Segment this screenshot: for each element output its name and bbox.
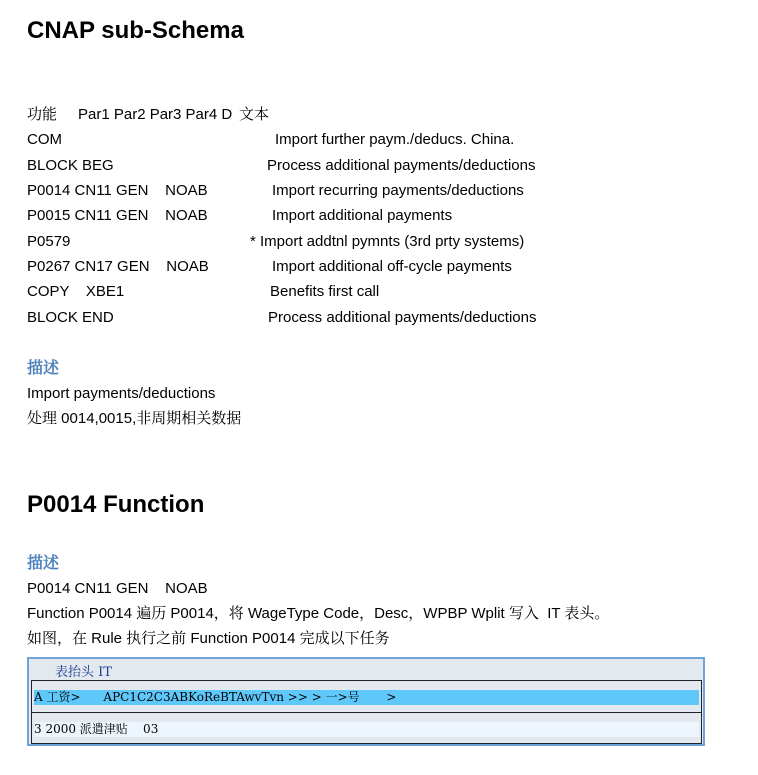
description-line: Function P0014 遍历 P0014，将 WageType Code，Desc，WPBP Wplit 写入 IT 表头。 <box>27 605 610 622</box>
row-desc: Import further paym./deducs. China. <box>275 131 515 148</box>
row-desc: Benefits first call <box>270 283 380 300</box>
description-line: 处理 0014,0015,非周期相关数据 <box>27 410 242 427</box>
screenshot-row-box <box>31 680 702 713</box>
row-desc: Import additional off-cycle payments <box>272 258 512 275</box>
col-header-params: Par1 Par2 Par3 Par4 D <box>78 106 233 123</box>
row-desc: Import recurring payments/deductions <box>272 182 524 199</box>
description-heading: 描述 <box>27 555 60 572</box>
col-header-text: 文本 <box>239 106 270 123</box>
row-desc: * Import addtnl pymnts (3rd prty systems) <box>250 233 525 250</box>
row-code: BLOCK BEG <box>27 157 114 174</box>
row-code: P0579 <box>27 233 71 250</box>
row-desc: Import additional payments <box>272 207 453 224</box>
screenshot-row: 3 2000 派遣津贴 03 <box>34 722 699 737</box>
screenshot-header: 表抬头 IT <box>55 665 112 680</box>
row-desc: Process additional payments/deductions <box>267 157 536 174</box>
screenshot-row-highlight: A 工资> APC1C2C3ABKoReBTAwvTvn >> > 一>号 > <box>34 690 699 705</box>
row-code: COPY XBE1 <box>27 283 125 300</box>
description-line: P0014 CN11 GEN NOAB <box>27 580 208 597</box>
row-desc: Process additional payments/deductions <box>268 309 537 326</box>
screenshot-row-box <box>31 712 702 744</box>
row-code: P0014 CN11 GEN NOAB <box>27 182 208 199</box>
row-code: BLOCK END <box>27 309 114 326</box>
description-line: Import payments/deductions <box>27 385 216 402</box>
section-title: P0014 Function <box>27 491 205 518</box>
row-code: P0267 CN17 GEN NOAB <box>27 258 209 275</box>
sap-screenshot <box>27 657 705 746</box>
row-code: COM <box>27 131 62 148</box>
col-header-func: 功能 <box>27 106 58 123</box>
description-line: 如图，在 Rule 执行之前 Function P0014 完成以下任务 <box>27 630 390 647</box>
page-title: CNAP sub-Schema <box>27 17 244 44</box>
description-heading: 描述 <box>27 360 60 377</box>
row-code: P0015 CN11 GEN NOAB <box>27 207 208 224</box>
